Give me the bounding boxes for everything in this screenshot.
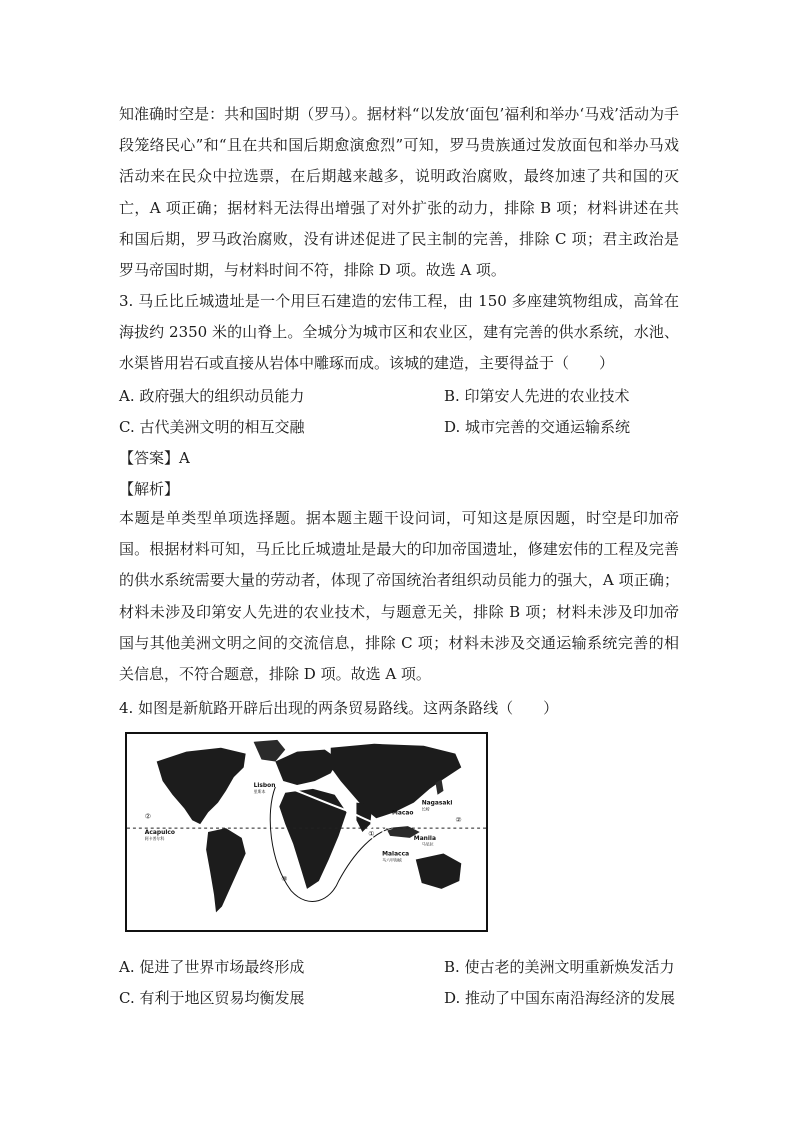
- q4-option-c: C. 有利于地区贸易均衡发展: [119, 989, 305, 1007]
- q3-analysis-paragraph: 本题是单类型单项选择题。据本题主题干设问词，可知这是原因题，时空是印加帝国。根据材料可知，马丘比丘城遗址是最大的印加帝国遗址，修建宏伟的工程及完善的供水系统需要大量的劳动者，体现了帝国统治者组织动员能力的强大，A 项正确；材料未涉及印第安人先进的农业技术，与题意无关，排除 B 项；材料未涉及印加帝国与其他美洲文明之间的交流信息，排除 C 项；材料未涉及交通运输系统完善的相关信息，不符合题意，排除 D 项。故选 A 项。: [119, 509, 679, 684]
- macao-label: Macao: [392, 810, 414, 817]
- acapulco-cn-label: 阿卡普尔科: [144, 835, 165, 841]
- trade-route-map: [125, 732, 488, 932]
- manila-label: Manila: [413, 835, 436, 842]
- nagasaki-label: Nagasaki: [421, 800, 453, 807]
- world-map-figure: [127, 734, 486, 930]
- q4-option-d: D. 推动了中国东南沿海经济的发展: [444, 989, 676, 1007]
- q3-analysis-title: 【解析】: [119, 480, 180, 498]
- question-4-stem: 4. 如图是新航路开辟后出现的两条贸易路线。这两条路线（ ）: [119, 699, 559, 717]
- route-number-1: ①: [368, 829, 375, 838]
- q3-answer: 【答案】A: [119, 449, 190, 467]
- malacca-label: Malacca: [382, 851, 410, 858]
- q3-option-c: C. 古代美洲文明的相互交融: [119, 418, 305, 436]
- nagasaki-cn-label: 长崎: [421, 806, 430, 812]
- route-number-3: ③: [281, 875, 288, 883]
- route-number-2-right: ②: [455, 816, 462, 825]
- q3-option-a: A. 政府强大的组织动员能力: [119, 387, 305, 405]
- malacca-cn-label: 马六甲海峡: [382, 857, 402, 863]
- q4-option-b: B. 使古老的美洲文明重新焕发活力: [444, 958, 675, 976]
- manila-cn-label: 马尼拉: [421, 841, 434, 847]
- lisbon-label: Lisbon: [253, 782, 276, 789]
- q4-option-a: A. 促进了世界市场最终形成: [119, 958, 305, 976]
- question-3-stem: 3. 马丘比丘城遗址是一个用巨石建造的宏伟工程，由 150 多座建筑物组成，高耸在海拔约 2350 米的山脊上。全城分为城市区和农业区，建有完善的供水系统，水池、水渠皆用岩石或直接从岩体中雕琢而成。该城的建造，主要得益于（ ）: [119, 292, 679, 373]
- q3-option-d: D. 城市完善的交通运输系统: [444, 418, 631, 436]
- analysis-intro-paragraph: 知准确时空是：共和国时期（罗马）。据材料“以发放‘面包’福利和举办‘马戏’活动为手段笼络民心”和“且在共和国后期愈演愈烈”可知，罗马贵族通过发放面包和举办马戏活动来在民众中拉选票，在后期越来越多，说明政治腐败，最终加速了共和国的灭亡，A 项正确；据材料无法得出增强了对外扩张的动力，排除 B 项；材料讲述在共和国后期，罗马政治腐败，没有讲述促进了民主制的完善，排除 C 项；君主政治是罗马帝国时期，与材料时间不符，排除 D 项。故选 A 项。: [119, 105, 679, 280]
- lisbon-cn-label: 里斯本: [253, 788, 266, 794]
- q3-option-b: B. 印第安人先进的农业技术: [444, 387, 630, 405]
- route-number-2-left: ②: [144, 812, 152, 821]
- acapulco-label: Acapulco: [144, 829, 175, 836]
